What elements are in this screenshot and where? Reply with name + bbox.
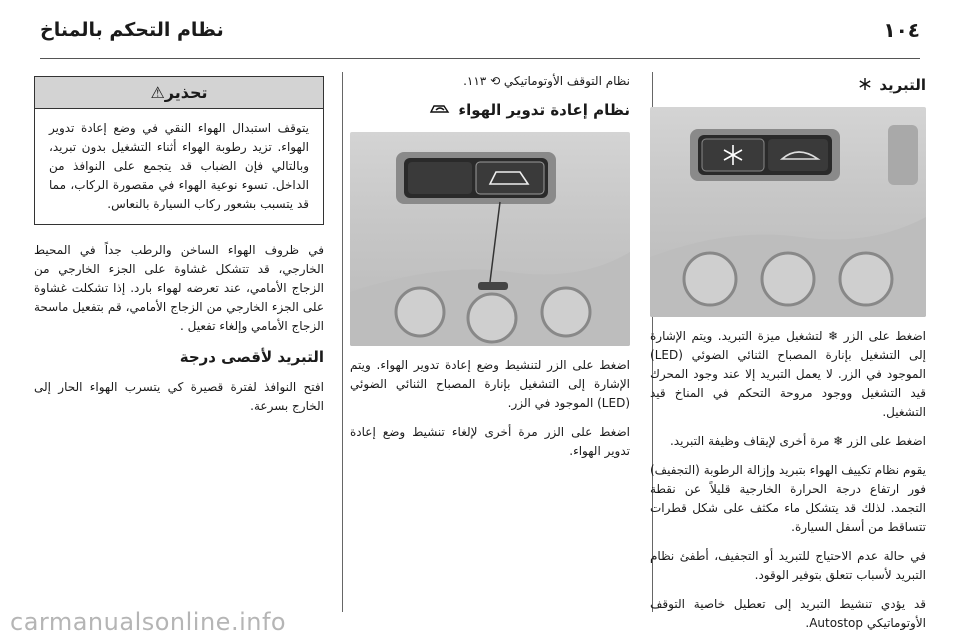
cooling-paragraph-4: في حالة عدم الاحتياج للتبريد أو التجفيف، أطفئ نظام التبريد لأسباب تتعلق بتوفير الوقود. xyxy=(650,548,926,582)
column-divider-left xyxy=(342,72,343,612)
cooling-paragraph-5: قد يؤدي تنشيط التبريد إلى تعطيل خاصية التوقف الأوتوماتيكي Autostop. xyxy=(650,596,926,630)
max-cooling-paragraph: افتح النوافذ لفترة قصيرة كي يتسرب الهواء الحار إلى الخارج بسرعة. xyxy=(34,380,324,413)
watermark-text: carmanualsonline.info xyxy=(10,608,287,636)
cooling-paragraph-1: اضغط على الزر ❄ لتشغيل ميزة التبريد. ويتم الإشارة إلى التشغيل بإنارة المصباح الثنائي الضوئي (LED) الموجود في الزر. لا يعمل التبريد إلا عند وجود المحرك قيد التشغيل ووجود مروحة التحكم في المناخ قيد التشغيل. xyxy=(650,328,926,419)
cooling-title xyxy=(650,74,926,97)
recirculation-paragraph-2: اضغط على الزر مرة أخرى لإلغاء تنشيط وضع إعادة تدوير الهواء. xyxy=(350,424,630,458)
fog-paragraph: في ظروف الهواء الساخن والرطب جداً في المحيط الخارجي، قد تتشكل غشاوة على الجزء الخارجي من الزجاج الأمامي، عند تعرضه لهواء بارد. إذا تشكلت غشاوة على الجزء الخارجي من الزجاج الأمامي، قم بتفعيل ماسحة الزجاج الأمامي وإلغاء تفعيل . xyxy=(34,243,324,333)
chapter-title: نظام التحكم بالمناخ xyxy=(40,19,224,41)
recirculation-title xyxy=(350,99,630,122)
recirculation-paragraph-1: اضغط على الزر لتنشيط وضع إعادة تدوير الهواء. ويتم الإشارة إلى التشغيل بإنارة المصباح الثنائي الضوئي (LED) الموجود في الزر. xyxy=(350,357,630,410)
header-rule xyxy=(40,58,920,59)
recirculation-button-photo xyxy=(350,132,630,346)
cooling-title-text: التبريد xyxy=(879,76,926,94)
cooling-section xyxy=(650,66,926,630)
cooling-paragraph-3: يقوم نظام تكييف الهواء بتبريد وإزالة الرطوبة (التجفيف) فور ارتفاع درجة الحرارة الخارجية قليلاً عن نقطة التجمد. لذلك قد يتشكل ماء مكثف على شكل قطرات تتساقط من أسفل السيارة. xyxy=(650,462,926,534)
car-recirculation-icon xyxy=(429,100,451,122)
warning-title: تحذير⚠ xyxy=(35,77,323,109)
autostop-reference: نظام التوقف الأوتوماتيكي ⟲ ١١٣. xyxy=(463,74,630,88)
page-number: ١٠٤ xyxy=(883,18,920,42)
cooling-button-photo xyxy=(650,107,926,317)
page-header xyxy=(40,14,920,46)
warning-box xyxy=(34,76,324,225)
recirculation-section xyxy=(350,66,630,614)
warning-and-max-cooling-section xyxy=(34,66,324,614)
max-cooling-title: التبريد لأقصى درجة xyxy=(179,348,324,366)
warning-body: يتوقف استبدال الهواء النقي في وضع إعادة تدوير الهواء. تزيد رطوبة الهواء أثناء التشغيل بدون تبريد، وبالتالي فإن الضباب قد يتجمع على النوافذ من الداخل. تسوء نوعية الهواء في مقصورة الركاب، مما قد يتسبب بشعور ركاب السيارة بالنعاس. xyxy=(49,121,309,211)
recirculation-title-text: نظام إعادة تدوير الهواء xyxy=(458,101,630,119)
snowflake-icon xyxy=(858,75,872,97)
cooling-paragraph-2: اضغط على الزر ❄ مرة أخرى لإيقاف وظيفة التبريد. xyxy=(669,433,926,448)
